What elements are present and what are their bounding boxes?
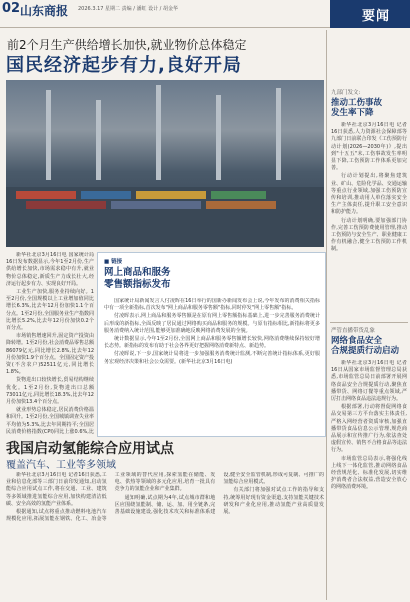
link-box-title-line: 网上商品和服务 [104, 267, 171, 278]
right1-paragraph: 新华社北京3月16日电 记者16日获悉,人力资源社会保障部等九部门日前联合印发《工伤预防行动计划(2026—2030年)》,提出到"十五五"末,工伤事故发生率明显下降,工伤预防工作体系更加完善。 [331, 122, 407, 172]
right1-body [331, 122, 407, 318]
page-header [0, 0, 410, 28]
right1-title-line: 推动工伤事故 [331, 98, 383, 108]
link-box-title [104, 267, 171, 291]
link-box-paragraph: 国家统计局新闻发言人付凌晖在16日举行的国新办新闻发布会上说,今年发布的消费相关指标中有一项全新指标,首次发布"网上商品和服务零售额"指标,同时停发"网上零售额"指标。 [104, 298, 320, 312]
container-ship [6, 187, 324, 247]
link-box-tag: ■ 链接 [104, 259, 123, 265]
right2-paragraph: 根据部署,行动将督促网络食品交易第三方平台落实主体责任,严格入网经营者资质审核,加强直播带货食品信息公示管理,规范商品展示和宣传推广行为,依法查处虚假宣传、销售不合格食品等违法行为。 [331, 404, 407, 454]
right1-paragraph: 行动计划提出,将聚焦建筑业、矿山、危险化学品、交通运输等重点行业领域,加强工伤预防宣传和培训,推动用人单位落实安全生产主体责任,提升职工安全意识和防护能力。 [331, 173, 407, 216]
right1-title [331, 98, 382, 118]
right1-paragraph: 行动计划明确,要加强部门协作,完善工伤预防费使用管理,推动工伤预防与安全生产、职业健康工作有机融合,健全工伤预防工作机制。 [331, 217, 407, 253]
lead-kicker: 前2个月生产供给增长加快,就业物价总体稳定 [7, 38, 247, 52]
column-divider [326, 30, 327, 600]
right2-title-line: 网络食品安全 [331, 336, 383, 346]
right2-body [331, 360, 407, 600]
lead-paragraph: 新华社北京3月16日电 国家统计局16日发布数据显示,今年1至2月份,生产供给增长加快,市场需求稳中有升,就业物价总体稳定,新质生产力成长壮大,经济运行起步有力、实现良好开局。 [6, 252, 94, 287]
lead-paragraph: 货物进出口较快增长,贸易结构继续优化。1至2月份,货物进出口总额73011亿元,同比增长18.3%,比去年12月份加快13.4个百分点。 [6, 377, 94, 406]
lead-body-col1 [6, 252, 94, 434]
right2-title-line: 合规提质行动启动 [331, 346, 400, 356]
right2-paragraph: 新华社北京3月16日电 记者16日从国家市场监督管理总局获悉,市场监管总局日前部署开展网络食品安全合规提质行动,聚焦直播带货、网络订餐等重点领域,严厉打击网络食品违法违规行为。 [331, 360, 407, 403]
story2-subhead: 覆盖汽车、工业等多领域 [6, 460, 116, 471]
right-divider [330, 322, 408, 323]
lead-paragraph: 工业生产加快,服务业持续向好。1至2月份,全国规模以上工业增加值同比增长6.3%,比去年12月份加快1.1个百分点。1至2月份,全国服务业生产指数同比增长5.2%,比去年12月份加快0.2个百分点。 [6, 289, 94, 332]
lead-photo [6, 80, 324, 247]
page-number: 02 [2, 1, 21, 16]
story2-paragraph: 根据通知,试点将重点推动燃料电池汽车规模化应用,拓展氢能在钢铁、化工、冶金等工业领域的替代应用,探索氢能在储能、发电、供热等领域的多元化应用,培育一批具有竞争力的氢能企业和产业集群。 [6, 472, 216, 523]
link-box-title-line: 零售额指标发布 [104, 279, 171, 290]
section-title: 要闻 [362, 9, 391, 24]
story2-paragraph: 有关部门将加强对试点工作的指导和支持,统筹用好现有资金渠道,支持氢能关键技术研发和产业化应用,推动氢能产业高质量发展。 [223, 487, 324, 516]
lead-paragraph: 市场销售增速回升,固定资产投资由降转增。1至2月份,社会消费品零售总额86079亿元,同比增长2.8%,比去年12月份加快1.9个百分点。全国固定资产投资(不含农户)52511亿元,同比增长1.8%。 [6, 333, 94, 376]
newspaper-name: 山东商报 [20, 4, 69, 18]
link-box-body [104, 298, 320, 434]
story2-body [6, 472, 324, 600]
right2-paragraph: 市场监管总局表示,将强化线上线下一体化监管,推动网络食品经营规范化、标准化发展,切实维护消费者合法权益,营造安全放心的网络消费环境。 [331, 455, 407, 491]
right1-title-line: 发生率下降 [331, 108, 374, 118]
story2-paragraph: 通知明确,试点期为4年,试点城市群和地区应围绕氢能制、储、运、加、用全链条,完善基础设施建设,强化技术攻关和标准体系建设,健全安全监管机制,形成可复制、可推广的氢能综合应用模式。 [114, 472, 324, 516]
issue-meta: 2026.3.17 星期二 责编 / 潘虹 设计 / 胡金华 [78, 6, 178, 12]
story2-paragraph: 新华社北京3月16日电 记者16日获悉,工业和信息化部等三部门日前印发通知,启动氢能综合应用试点工作,将在交通、工业、建筑等多领域推进氢能综合应用,加快构建清洁低碳、安全高效的氢能产业体系。 [6, 472, 107, 507]
right2-tag: 严管直播带货乱象 [331, 328, 376, 334]
lead-paragraph: 就业形势总体稳定,居民消费价格温和回升。1至2月份,全国城镇调查失业率平均值为5.3%,比去年同期持平;全国居民消费价格指数(CPI)同比上涨0.6%,比 [6, 407, 94, 434]
story2-headline: 我国启动氢能综合应用试点 [6, 441, 174, 457]
right2-title [331, 336, 399, 356]
link-box-paragraph: 付凌晖表示,网上商品和服务零售额是在原有网上零售额指标基础上,进一步完善服务消费统计后形成的新指标,全面反映了居民通过网络购买商品和服务的规模。与原有指标相比,新指标将更多服务消费纳入统计范围,能够更加准确地反映网络消费发展的全貌。 [104, 313, 320, 334]
right1-tag: 九部门发文: [331, 90, 361, 96]
link-box-paragraph: 付凌晖说,下一步,国家统计局将进一步加强服务消费统计监测,不断完善统计指标体系,更好服务宏观经济决策和社会公众需要。(新华社北京3月16日电) [104, 351, 320, 365]
link-box-paragraph: 统计数据显示,今年1至2月份,全国网上商品和服务零售额增长较快,网络消费继续保持较好增长态势。新指标的发布有助于社会各界更好把握网络消费新特点、新趋势。 [104, 336, 320, 350]
lead-headline: 国民经济起步有力,良好开局 [6, 55, 242, 76]
